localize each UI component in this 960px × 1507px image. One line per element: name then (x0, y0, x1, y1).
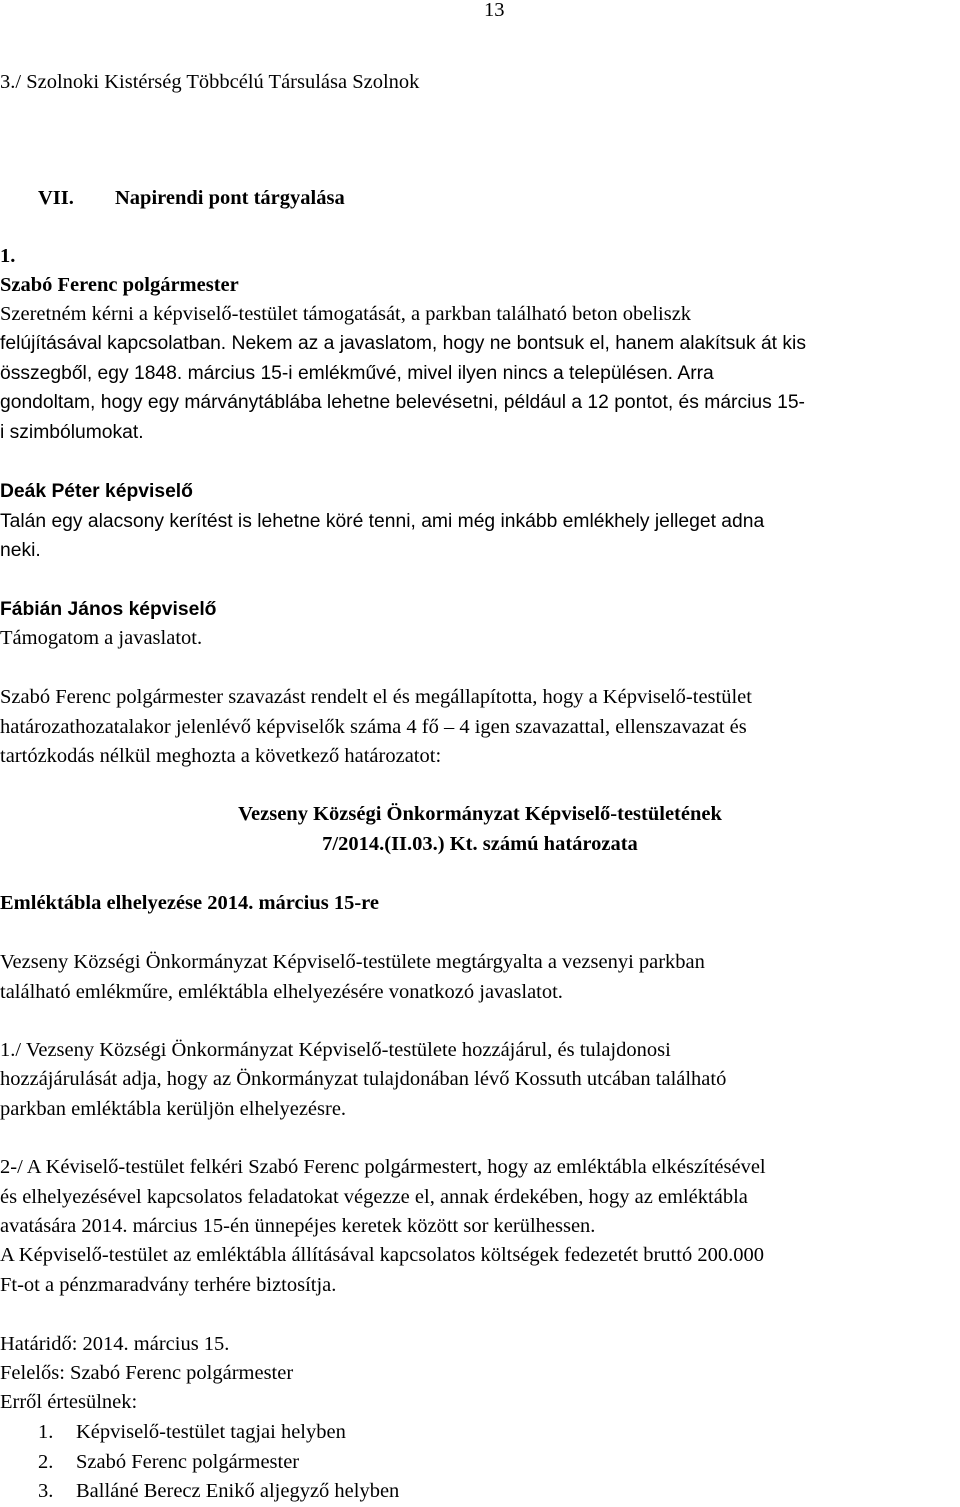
mayor-speech-line: gondoltam, hogy egy márványtáblába lehetne belevésetni, például a 12 pontot, és március 15- (0, 392, 805, 413)
point-2-line: avatására 2014. március 15-én ünnepéjes keretek között sor kerülhessen. (0, 1215, 596, 1237)
mayor-speech-line: i szimbólumokat. (0, 422, 144, 443)
notify-list (0, 1418, 960, 1507)
section-title: 3./ Szolnoki Kistérség Többcélú Társulása Szolnok (0, 71, 420, 93)
list-item-text: Szabó Ferenc polgármester (76, 1450, 300, 1473)
vote-line: határozathozatalakor jelenlévő képviselők száma 4 fő – 4 igen szavazattal, ellenszavazat és (0, 716, 747, 738)
resolution-intro-line: található emlékműre, emléktábla elhelyezésére vonatkozó javaslatot. (0, 981, 563, 1003)
list-item-text: Képviselő-testület tagjai helyben (76, 1421, 346, 1443)
page-number: 13 (484, 0, 505, 21)
point-1-line: parkban emléktábla kerüljön elhelyezésre. (0, 1098, 347, 1120)
point-2-line: Ft-ot a pénzmaradvány terhére biztosítja. (0, 1274, 337, 1296)
list-item (38, 1477, 960, 1507)
deak-speech-line: neki. (0, 540, 41, 561)
fabian-speech: Támogatom a javaslatot. (0, 627, 203, 649)
agenda-title: Napirendi pont tárgyalása (115, 187, 345, 209)
mayor-speech-line: felújításával kapcsolatban. Nekem az a javaslatom, hogy ne bontsuk el, hanem alakítsuk át kis (0, 333, 806, 354)
point-1-line: hozzájárulását adja, hogy az Önkormányzat tulajdonában lévő Kossuth utcában található (0, 1068, 727, 1090)
point-2-line: 2-/ A Kéviselő-testület felkéri Szabó Ferenc polgármestert, hogy az emléktábla elkészítésével (0, 1156, 766, 1178)
vote-line: tartózkodás nélkül meghozta a következő határozatot: (0, 745, 442, 767)
point-2-line: A Képviselő-testület az emléktábla állításával kapcsolatos költségek fedezetét bruttó 200.000 (0, 1244, 764, 1266)
vote-line: Szabó Ferenc polgármester szavazást rendelt el és megállapította, hogy a Képviselő-testület (0, 686, 752, 708)
resolution-subject: Emléktábla elhelyezése 2014. március 15-re (0, 892, 379, 914)
list-item (38, 1418, 960, 1448)
agenda-number: VII. (38, 187, 74, 209)
resolution-title: Vezseny Községi Önkormányzat Képviselő-testületének (238, 803, 722, 825)
list-item-number: 1. (38, 1421, 54, 1443)
agenda-heading (0, 184, 960, 214)
list-item-number: 3. (38, 1480, 54, 1502)
point-1-line: 1./ Vezseny Községi Önkormányzat Képviselő-testülete hozzájárul, és tulajdonosi (0, 1039, 671, 1061)
point-2-line: és elhelyezésével kapcsolatos feladatokat végezze el, annak érdekében, hogy az emléktábla (0, 1186, 748, 1208)
mayor-heading: Szabó Ferenc polgármester (0, 274, 239, 296)
responsible: Felelős: Szabó Ferenc polgármester (0, 1362, 294, 1384)
list-item-text: Balláné Berecz Enikő aljegyző helyben (76, 1480, 400, 1502)
list-item (38, 1448, 960, 1478)
list-item-number: 2. (38, 1450, 54, 1473)
deadline: Határidő: 2014. március 15. (0, 1333, 230, 1355)
deak-speech-line: Talán egy alacsony kerítést is lehetne köré tenni, ami még inkább emlékhely jelleget adna (0, 511, 765, 532)
mayor-speech-line: Szeretném kérni a képviselő-testület támogatását, a parkban található beton obeliszk (0, 303, 692, 325)
resolution-number: 7/2014.(II.03.) Kt. számú határozata (322, 833, 638, 855)
fabian-heading: Fábián János képviselő (0, 599, 217, 620)
deak-heading: Deák Péter képviselő (0, 481, 193, 502)
notify-heading: Erről értesülnek: (0, 1391, 138, 1413)
resolution-intro-line: Vezseny Községi Önkormányzat Képviselő-testülete megtárgyalta a vezsenyi parkban (0, 951, 705, 973)
item-number: 1. (0, 245, 16, 267)
mayor-speech-line: összegből, egy 1848. március 15-i emlékművé, mivel ilyen nincs a településen. Arra (0, 363, 714, 384)
